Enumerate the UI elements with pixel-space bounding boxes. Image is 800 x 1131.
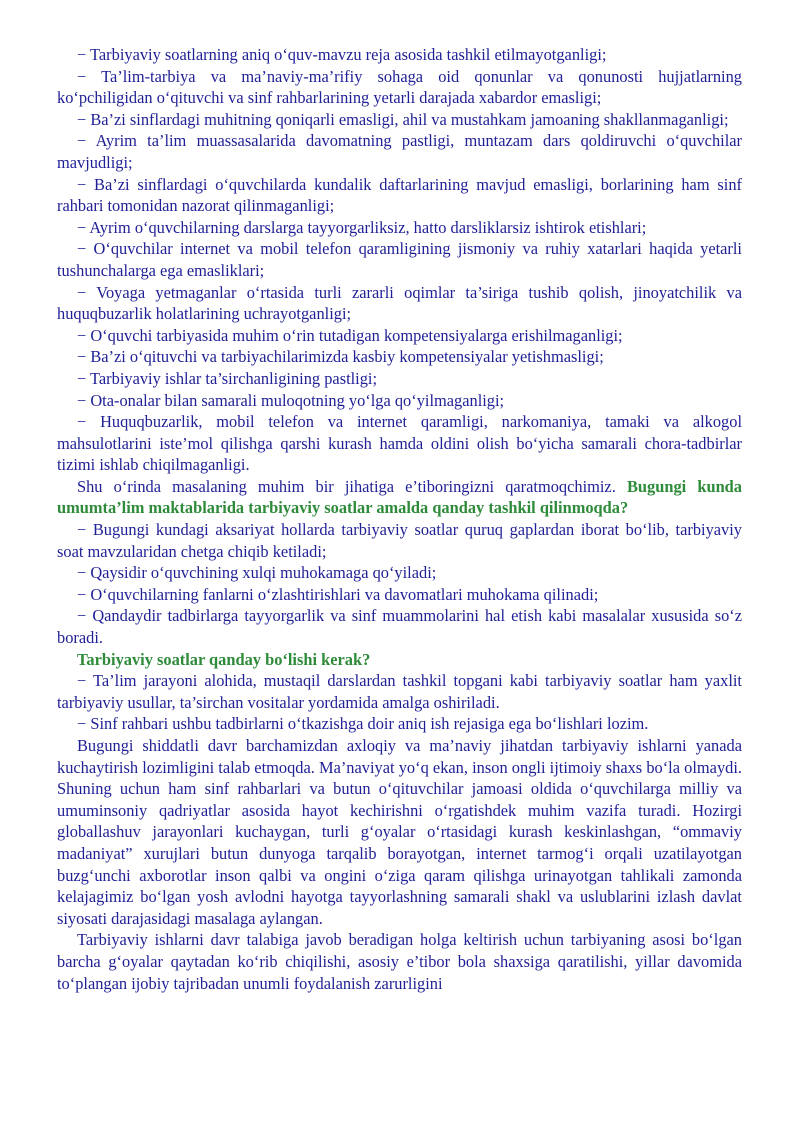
- list-item: − Ta’lim jarayoni alohida, mustaqil darslardan tashkil topgani kabi tarbiyaviy soatlar ham yaxlit tarbiyaviy usullar, ta’sirchan vositalar yordamida amalga oshiriladi.: [57, 671, 742, 712]
- body-paragraph: Tarbiyaviy ishlarni davr talabiga javob beradigan holga keltirish uchun tarbiyaning asosi bo‘lgan barcha g‘oyalar qaytadan ko‘rib chiqilishi, asosiy e’tibor bola shaxsiga qaratilishi, yillar davomida to‘plangan ijobiy tajribadan unumli foydalanish zarurligini: [57, 930, 742, 993]
- intro-paragraph: [57, 476, 742, 519]
- list-item: − Ta’lim-tarbiya va ma’naviy-ma’rifiy sohaga oid qonunlar va qonunosti hujjatlarning ko‘pchiligidan o‘qituvchi va sinf rahbarlarining yetarli darajada xabardor emasligi;: [57, 66, 742, 108]
- list-item: − O‘quvchi tarbiyasida muhim o‘rin tutadigan kompetensiyalarga erishilmaganligi;: [77, 325, 623, 345]
- list-item: − O‘quvchilar internet va mobil telefon qaramligining jismoniy va ruhiy xatarlari haqida yetarli tushunchalarga ega emasliklari;: [57, 239, 742, 280]
- list-item: − Voyaga yetmaganlar o‘rtasida turli zararli oqimlar ta’siriga tushib qolish, jinoyatchilik va huquqbuzarlik holatlarining uchrayotganligi;: [57, 282, 742, 324]
- list-item: − Qandaydir tadbirlarga tayyorgarlik va sinf muammolarini hal etish kabi masalalar xususida so‘z boradi.: [57, 606, 742, 648]
- list-item: − Ba’zi sinflardagi o‘quvchilarda kundalik daftarlarining mavjud emasligi, borlarining ham sinf rahbari tomonidan nazorat qilinmaganligi;: [57, 174, 742, 216]
- list-item: − Ba’zi o‘qituvchi va tarbiyachilarimizda kasbiy kompetensiyalar yetishmasligi;: [77, 347, 604, 367]
- current-practice-list: [57, 519, 742, 649]
- document-page: [57, 44, 742, 994]
- section-heading-should-be-text: Tarbiyaviy soatlar qanday bo‘lishi kerak?: [77, 649, 371, 669]
- list-item: − Ayrim o‘quvchilarning darslarga tayyorgarliksiz, hatto darsliklarsiz ishtirok etishlari;: [77, 217, 647, 237]
- list-item: − Qaysidir o‘quvchining xulqi muhokamaga qo‘yiladi;: [77, 563, 437, 583]
- section-heading-current: Bugungi kunda umumta’lim maktablarida tarbiyaviy soatlar amalda qanday tashkil qilinmoqda?: [57, 476, 742, 518]
- body-paragraph: Bugungi shiddatli davr barchamizdan axloqiy va ma’naviy jihatdan tarbiyaviy ishlarni yanada kuchaytirish lozimligini talab etmoqda. Ma’naviyat yo‘q ekan, inson ongli ijtimoiy shaxs bo‘la olmaydi. Shuning uchun ham sinf rahbarlari va butun o‘qituvchilar jamoasi oldida o‘quvchilarga milliy va umuminsoniy qadriyatlar asosida hayot kechirishni o‘rgatishdek muhim vazifa turadi. Hozirgi globallashuv jarayonlari kuchaygan, turli g‘oyalar o‘rtasidagi kurash keskinlashgan, “ommaviy madaniyat” xurujlari butun dunyoga tarqalib borayotgan, internet tarmog‘i orqali uzatilayotgan buzg‘unchi axborotlar inson qalbi va ongini o‘ziga qaram qilishga urinayotgan tahlikali zamonda kelajagimiz bo‘lgan yosh avlodni hayotga tayyorlashning samarali shakl va uslublarini izlash davlat siyosati darajasidagi masalaga aylangan.: [57, 736, 742, 928]
- list-item: − Tarbiyaviy soatlarning aniq o‘quv-mavzu reja asosida tashkil etilmayotganligi;: [77, 45, 607, 64]
- list-item: − Sinf rahbari ushbu tadbirlarni o‘tkazishga doir aniq ish rejasiga ega bo‘lishlari lozim.: [77, 714, 649, 734]
- problems-list: [57, 44, 742, 476]
- list-item: − Ota-onalar bilan samarali muloqotning yo‘lga qo‘yilmaganligi;: [77, 390, 505, 410]
- section-heading-should-be: [57, 649, 742, 671]
- list-item: − Ba’zi sinflardagi muhitning qoniqarli emasligi, ahil va mustahkam jamoaning shakllanmaganligi;: [77, 109, 729, 129]
- list-item: − O‘quvchilarning fanlarni o‘zlashtirishlari va davomatlari muhokama qilinadi;: [77, 584, 599, 604]
- list-item: − Tarbiyaviy ishlar ta’sirchanligining pastligi;: [77, 368, 378, 388]
- intro-text: Shu o‘rinda masalaning muhim bir jihatiga e’tiboringizni qaratmoqchimiz.: [77, 476, 616, 496]
- list-item: − Bugungi kundagi aksariyat hollarda tarbiyaviy soatlar quruq gaplardan iborat bo‘lib, tarbiyaviy soat mavzularidan chetga chiqib ketiladi;: [57, 520, 742, 561]
- list-item: − Huquqbuzarlik, mobil telefon va internet qaramligi, narkomaniya, tamaki va alkogol mahsulotlarini iste’mol qilishga qarshi kurash hamda oldini olish bo‘yicha samarali chora-tadbirlar tizimi ishlab chiqilmaganligi.: [57, 412, 742, 475]
- recommendations-list: [57, 670, 742, 735]
- list-item: − Ayrim ta’lim muassasalarida davomatning pastligi, muntazam dars qoldiruvchi o‘quvchilar mavjudligi;: [57, 131, 742, 172]
